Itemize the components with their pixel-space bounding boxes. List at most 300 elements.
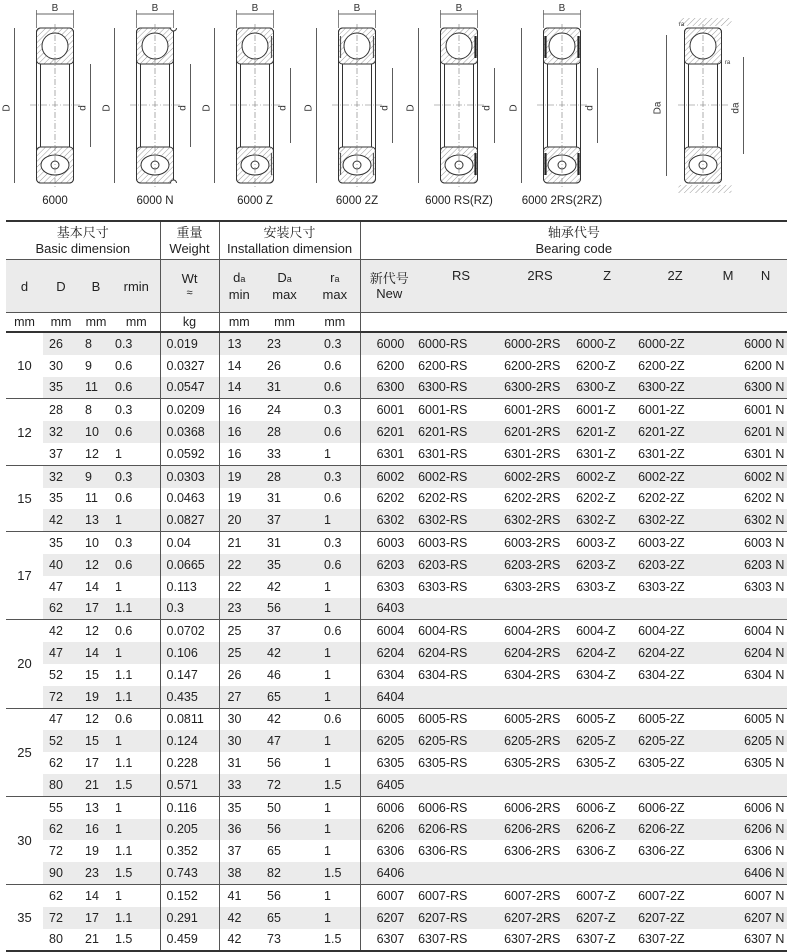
rs-code-cell: 6007-RS: [418, 884, 504, 906]
figure-caption: 6000 RS(RZ): [425, 195, 493, 207]
n-code-cell: 6001 N: [744, 399, 787, 421]
2rs-code-cell: 6301-2RS: [504, 446, 561, 461]
2z-code-cell: 6002-2Z: [638, 465, 712, 487]
da-min-cell: 30: [219, 708, 259, 730]
n-code-cell: 6205 N: [744, 730, 787, 752]
new-code-cell: 6404: [360, 686, 418, 708]
Da-max-cell: 42: [259, 708, 310, 730]
z-code-cell: 6207-Z: [576, 907, 638, 929]
weight-cell: 0.291: [160, 907, 219, 929]
unit-da: mm: [219, 313, 259, 333]
unit-ra: mm: [310, 313, 360, 333]
width-cell: 17: [85, 756, 99, 771]
rs-code-cell: 6301-RS: [418, 446, 468, 461]
rs-code-cell: [418, 774, 504, 796]
rs-code-cell: 6302-RS: [418, 509, 504, 531]
2rs-code-cell: 6305-2RS: [504, 756, 561, 771]
weight-cell: 0.228: [160, 752, 219, 774]
col-new-en: New: [376, 286, 403, 301]
ra-max-cell: 1: [310, 576, 360, 598]
weight-en: Weight: [169, 240, 210, 256]
z-code-cell: 6203-Z: [576, 554, 638, 576]
new-code-cell: 6405: [360, 774, 418, 796]
rs-code-cell: 6207-RS: [418, 907, 504, 929]
table-row: [6, 532, 787, 554]
2rs-code-cell: [504, 862, 576, 884]
units-row: [6, 313, 787, 333]
width-cell: 14: [79, 884, 113, 906]
rmin-cell: 0.3: [113, 532, 160, 554]
col-D: D: [43, 260, 79, 313]
col-ra-symbol: ra: [330, 270, 340, 285]
ra-max-cell: 0.6: [310, 421, 360, 443]
width-cell: 15: [85, 667, 99, 682]
bearing-figure-single-shield: [202, 3, 291, 187]
width-cell: 21: [79, 929, 113, 952]
Da-max-cell: 37: [259, 620, 310, 642]
D-label: D: [101, 104, 113, 112]
col-Z: Z: [576, 260, 638, 313]
2rs-code-cell: 6004-2RS: [504, 620, 576, 642]
weight-cell: 0.0547: [160, 377, 219, 399]
Da-max-cell: 37: [259, 509, 310, 531]
2z-code-cell: 6006-2Z: [638, 796, 712, 818]
ra-max-cell: 1: [310, 598, 360, 620]
n-code-cell: 6304 N: [744, 667, 785, 682]
2z-code-cell: [638, 862, 712, 884]
z-code-cell: 6003-Z: [576, 532, 638, 554]
new-code-cell: 6303: [376, 579, 405, 594]
basic-dimension-header: [6, 221, 160, 260]
ra-max-cell: 0.3: [310, 399, 360, 421]
weight-cell: 0.3: [160, 598, 219, 620]
rs-code-cell: 6004-RS: [418, 620, 504, 642]
col-Da-limit: max: [272, 287, 297, 302]
basic-dimension-en: Basic dimension: [35, 240, 131, 256]
outer-diameter-cell: 35: [43, 377, 79, 399]
weight-cell: 0.205: [160, 819, 219, 841]
ra-max-cell: 0.6: [310, 554, 360, 576]
weight-cell: 0.435: [160, 686, 219, 708]
table-row: [6, 929, 787, 952]
2rs-code-cell: 6005-2RS: [504, 708, 576, 730]
outer-diameter-cell: 30: [49, 358, 63, 373]
bore-d-cell: 12: [6, 399, 43, 465]
z-code-cell: 6307-Z: [576, 929, 638, 952]
col-wt-approx: ≈: [186, 287, 193, 299]
B-label: B: [51, 3, 59, 14]
n-code-cell: 6007 N: [744, 884, 787, 906]
table-row: [6, 664, 787, 686]
da-min-cell: 25: [219, 642, 259, 664]
2z-code-cell: 6304-2Z: [638, 667, 685, 682]
new-code-cell: 6302: [360, 509, 418, 531]
col-new: [360, 260, 418, 313]
m-code-cell: [712, 730, 744, 752]
m-code-cell: [712, 465, 744, 487]
width-cell: 16: [79, 819, 113, 841]
z-code-cell: 6002-Z: [576, 465, 638, 487]
da-min-cell: 33: [219, 774, 259, 796]
weight-cell: 0.147: [160, 664, 219, 686]
ra-max-cell: 0.6: [310, 488, 360, 510]
ra-max-cell: 1: [310, 884, 360, 906]
Da-max-cell: 65: [259, 907, 310, 929]
2rs-code-cell: 6001-2RS: [504, 399, 576, 421]
weight-cell: 0.113: [160, 576, 219, 598]
da-min-cell: 25: [219, 620, 259, 642]
2z-code-cell: 6301-2Z: [638, 446, 685, 461]
weight-cell: 0.0665: [160, 554, 219, 576]
m-code-cell: [712, 598, 744, 620]
width-cell: 10: [79, 532, 113, 554]
da-min-cell: 14: [227, 358, 242, 373]
da-min-cell: 42: [219, 907, 259, 929]
n-code-cell: 6204 N: [744, 642, 787, 664]
m-code-cell: [712, 686, 744, 708]
2z-code-cell: 6306-2Z: [638, 844, 685, 859]
outer-diameter-cell: 47: [43, 642, 79, 664]
2rs-code-cell: 6306-2RS: [504, 844, 561, 859]
n-code-cell: 6306 N: [744, 844, 785, 859]
B-label: B: [251, 3, 259, 14]
2rs-code-cell: 6207-2RS: [504, 907, 576, 929]
column-header-row: [6, 260, 787, 313]
table-row: [6, 465, 787, 487]
bearing-figure-open: [2, 3, 91, 187]
rmin-cell: 1.5: [113, 862, 160, 884]
2rs-code-cell: 6002-2RS: [504, 465, 576, 487]
Da-max-cell: 35: [259, 554, 310, 576]
bore-d-cell: 25: [6, 708, 43, 796]
outer-diameter-cell: 35: [49, 491, 63, 506]
2z-code-cell: 6303-2Z: [638, 579, 685, 594]
rmin-cell: 0.6: [113, 421, 160, 443]
ra-max-cell: 1: [310, 840, 360, 862]
outer-diameter-cell: 62: [49, 756, 63, 771]
rmin-cell: 1: [113, 884, 160, 906]
figure-caption: 6000 N: [136, 195, 174, 207]
rmin-cell: 0.6: [113, 620, 160, 642]
z-code-cell: 6006-Z: [576, 796, 638, 818]
D-label: D: [508, 104, 520, 112]
table-row: [6, 355, 787, 377]
m-code-cell: [712, 929, 744, 952]
table-row: [6, 686, 787, 708]
n-code-cell: [744, 774, 787, 796]
figure-caption: 6000: [42, 195, 68, 207]
d-label: d: [77, 105, 89, 111]
width-cell: 13: [79, 796, 113, 818]
table-row: [6, 774, 787, 796]
ra-max-cell: 1: [310, 686, 360, 708]
n-code-cell: 6406 N: [744, 862, 787, 884]
new-code-cell: 6000: [360, 332, 418, 355]
Da-max-cell: 65: [259, 686, 310, 708]
outer-diameter-cell: 26: [43, 332, 79, 355]
weight-cell: 0.116: [160, 796, 219, 818]
n-code-cell: 6200 N: [744, 358, 785, 373]
rs-code-cell: 6305-RS: [418, 756, 468, 771]
outer-diameter-cell: 62: [43, 598, 79, 620]
ra-max-cell: 0.6: [310, 377, 360, 399]
outer-diameter-cell: 47: [43, 708, 79, 730]
width-cell: 21: [79, 774, 113, 796]
2rs-code-cell: 6302-2RS: [504, 509, 576, 531]
table-row: [6, 730, 787, 752]
table-row: [6, 576, 787, 598]
rs-code-cell: 6202-RS: [418, 491, 468, 506]
width-cell: 19: [79, 686, 113, 708]
table-row: [6, 752, 787, 774]
col-da-symbol: da: [233, 270, 246, 285]
m-code-cell: [712, 332, 744, 355]
Da-max-cell: 28: [259, 421, 310, 443]
weight-cell: 0.0368: [160, 421, 219, 443]
d-label: d: [379, 105, 391, 111]
weight-cell: 0.459: [160, 929, 219, 952]
n-code-cell: 6300 N: [744, 377, 787, 399]
Da-max-cell: 56: [259, 819, 310, 841]
col-Da: [259, 260, 310, 313]
new-code-cell: 6201: [360, 421, 418, 443]
weight-cell: 0.0702: [160, 620, 219, 642]
m-code-cell: [712, 819, 744, 841]
new-code-cell: 6004: [360, 620, 418, 642]
2z-code-cell: 6001-2Z: [638, 399, 712, 421]
Da-max-cell: 31: [259, 377, 310, 399]
table-row: [6, 443, 787, 465]
z-code-cell: 6000-Z: [576, 332, 638, 355]
da-min-cell: 38: [219, 862, 259, 884]
d-label: d: [584, 105, 596, 111]
bearing-figure-single-seal: [406, 3, 495, 187]
weight-cell: 0.0811: [160, 708, 219, 730]
new-code-cell: 6206: [360, 819, 418, 841]
unit-B: mm: [79, 313, 113, 333]
col-RS: RS: [418, 260, 504, 313]
Da-max-cell: 42: [267, 579, 281, 594]
ra-label-top: ra: [678, 22, 685, 28]
m-code-cell: [712, 377, 744, 399]
outer-diameter-cell: 52: [43, 730, 79, 752]
da-min-cell: 41: [219, 884, 259, 906]
Da-max-cell: 56: [259, 598, 310, 620]
D-label: D: [405, 104, 417, 112]
bearing-figure-snap-ring-groove: [102, 3, 191, 187]
n-code-cell: 6301 N: [744, 446, 785, 461]
new-code-cell: 6406: [360, 862, 418, 884]
width-cell: 12: [79, 554, 113, 576]
n-code-cell: 6206 N: [744, 819, 787, 841]
outer-diameter-cell: 55: [43, 796, 79, 818]
n-code-cell: 6201 N: [744, 421, 787, 443]
2rs-code-cell: 6303-2RS: [504, 579, 561, 594]
bearing-code-en: Bearing code: [535, 240, 613, 256]
weight-cell: 0.0592: [160, 443, 219, 465]
new-code-cell: 6300: [360, 377, 418, 399]
2z-code-cell: 6202-2Z: [638, 491, 685, 506]
width-cell: 12: [79, 620, 113, 642]
new-code-cell: 6006: [360, 796, 418, 818]
z-code-cell: 6004-Z: [576, 620, 638, 642]
m-code-cell: [712, 708, 744, 730]
unit-wt: kg: [160, 313, 219, 333]
width-cell: 9: [85, 358, 92, 373]
2rs-code-cell: 6000-2RS: [504, 332, 576, 355]
rmin-cell: 1: [113, 796, 160, 818]
da-min-cell: 22: [219, 554, 259, 576]
rmin-cell: 1.1: [113, 664, 160, 686]
width-cell: 14: [85, 579, 99, 594]
z-code-cell: 6201-Z: [576, 421, 638, 443]
m-code-cell: [712, 796, 744, 818]
rmin-cell: 1.5: [113, 929, 160, 952]
rmin-cell: 1.1: [113, 598, 160, 620]
new-code-cell: 6005: [360, 708, 418, 730]
d-label: d: [277, 105, 289, 111]
2z-code-cell: 6204-2Z: [638, 642, 712, 664]
2rs-code-cell: 6203-2RS: [504, 554, 576, 576]
weight-cell: 0.743: [160, 862, 219, 884]
bore-d-cell: 17: [6, 532, 43, 620]
m-code-cell: [712, 554, 744, 576]
rmin-cell: 1.1: [113, 840, 160, 862]
outer-diameter-cell: 52: [49, 667, 63, 682]
table-row: [6, 488, 787, 510]
rs-code-cell: 6204-RS: [418, 642, 504, 664]
rs-code-cell: 6003-RS: [418, 532, 504, 554]
z-code-cell: 6202-Z: [576, 491, 616, 506]
width-cell: 23: [79, 862, 113, 884]
outer-diameter-cell: 72: [49, 844, 63, 859]
weight-cell: 0.352: [160, 840, 219, 862]
B-label: B: [353, 3, 361, 14]
Da-max-cell: 47: [259, 730, 310, 752]
outer-diameter-cell: 32: [43, 421, 79, 443]
ra-max-cell: 1.5: [310, 774, 360, 796]
Da-label: Da: [652, 101, 664, 115]
Da-max-cell: 50: [259, 796, 310, 818]
rmin-cell: 1: [113, 730, 160, 752]
table-row: [6, 796, 787, 818]
col-ra-limit: max: [322, 287, 348, 302]
z-code-cell: 6302-Z: [576, 509, 638, 531]
weight-cell: 0.04: [160, 532, 219, 554]
n-code-cell: [744, 598, 787, 620]
2z-code-cell: [638, 774, 712, 796]
da-min-cell: 27: [219, 686, 259, 708]
new-code-cell: 6207: [360, 907, 418, 929]
weight-cell: 0.106: [160, 642, 219, 664]
outer-diameter-cell: 62: [43, 819, 79, 841]
installation-dimension-header: [219, 221, 360, 260]
outer-diameter-cell: 28: [43, 399, 79, 421]
2rs-code-cell: 6300-2RS: [504, 377, 576, 399]
table-row: [6, 554, 787, 576]
2z-code-cell: [638, 686, 712, 708]
n-code-cell: 6002 N: [744, 465, 787, 487]
width-cell: 11: [85, 491, 98, 506]
z-code-cell: [576, 686, 638, 708]
rs-code-cell: 6307-RS: [418, 929, 504, 952]
Da-max-cell: 56: [259, 884, 310, 906]
rs-code-cell: 6201-RS: [418, 421, 504, 443]
rs-code-cell: [418, 862, 504, 884]
snap-ring-groove-top: [171, 28, 177, 31]
Da-max-cell: 33: [267, 446, 281, 461]
z-code-cell: 6204-Z: [576, 642, 638, 664]
n-code-cell: 6305 N: [744, 756, 785, 771]
2rs-code-cell: 6006-2RS: [504, 796, 576, 818]
ra-max-cell: 0.6: [310, 620, 360, 642]
da-min-cell: 23: [219, 598, 259, 620]
da-min-cell: 36: [219, 819, 259, 841]
table-row: [6, 819, 787, 841]
rmin-cell: 0.6: [113, 355, 160, 377]
Da-max-cell: 73: [259, 929, 310, 952]
rs-code-cell: 6002-RS: [418, 465, 504, 487]
D-label: D: [1, 104, 13, 112]
z-code-cell: 6206-Z: [576, 819, 638, 841]
bore-d-cell: 35: [6, 884, 43, 951]
rs-code-cell: [418, 686, 504, 708]
table-row: [6, 907, 787, 929]
width-cell: 13: [79, 509, 113, 531]
ra-max-cell: 1: [310, 730, 360, 752]
2rs-code-cell: 6202-2RS: [504, 491, 561, 506]
m-code-cell: [712, 509, 744, 531]
2rs-code-cell: 6205-2RS: [504, 730, 576, 752]
col-ra: [310, 260, 360, 313]
col-2Z: 2Z: [638, 260, 712, 313]
m-code-cell: [712, 664, 744, 686]
2z-code-cell: 6203-2Z: [638, 554, 712, 576]
ra-max-cell: 1.5: [310, 929, 360, 952]
figure-caption: 6000 2RS(2RZ): [521, 195, 603, 207]
col-M: M: [712, 260, 744, 313]
weight-cell: 0.0463: [160, 488, 219, 510]
D-label: D: [201, 104, 213, 112]
B-label: B: [558, 3, 566, 14]
da-min-cell: 26: [227, 667, 242, 682]
width-cell: 17: [79, 907, 113, 929]
col-rmin: rmin: [113, 260, 160, 313]
2z-code-cell: 6205-2Z: [638, 730, 712, 752]
Da-max-cell: 28: [259, 465, 310, 487]
m-code-cell: [712, 532, 744, 554]
da-min-cell: 19: [219, 465, 259, 487]
new-code-cell: 6301: [376, 446, 405, 461]
table-row: [6, 509, 787, 531]
da-min-cell: 13: [219, 332, 259, 355]
col-da-limit: min: [228, 287, 250, 302]
table-row: [6, 642, 787, 664]
2rs-code-cell: [504, 686, 576, 708]
rs-code-cell: 6000-RS: [418, 332, 504, 355]
weight-cell: 0.0303: [160, 465, 219, 487]
unit-D: mm: [43, 313, 79, 333]
new-code-cell: 6007: [360, 884, 418, 906]
outer-diameter-cell: 62: [43, 884, 79, 906]
2rs-code-cell: 6003-2RS: [504, 532, 576, 554]
new-code-cell: 6306: [376, 844, 405, 859]
ra-max-cell: 0.3: [310, 465, 360, 487]
new-code-cell: 6003: [360, 532, 418, 554]
Da-max-cell: 23: [259, 332, 310, 355]
Da-max-cell: 42: [259, 642, 310, 664]
bearing-code-cn: 轴承代号: [547, 224, 600, 240]
